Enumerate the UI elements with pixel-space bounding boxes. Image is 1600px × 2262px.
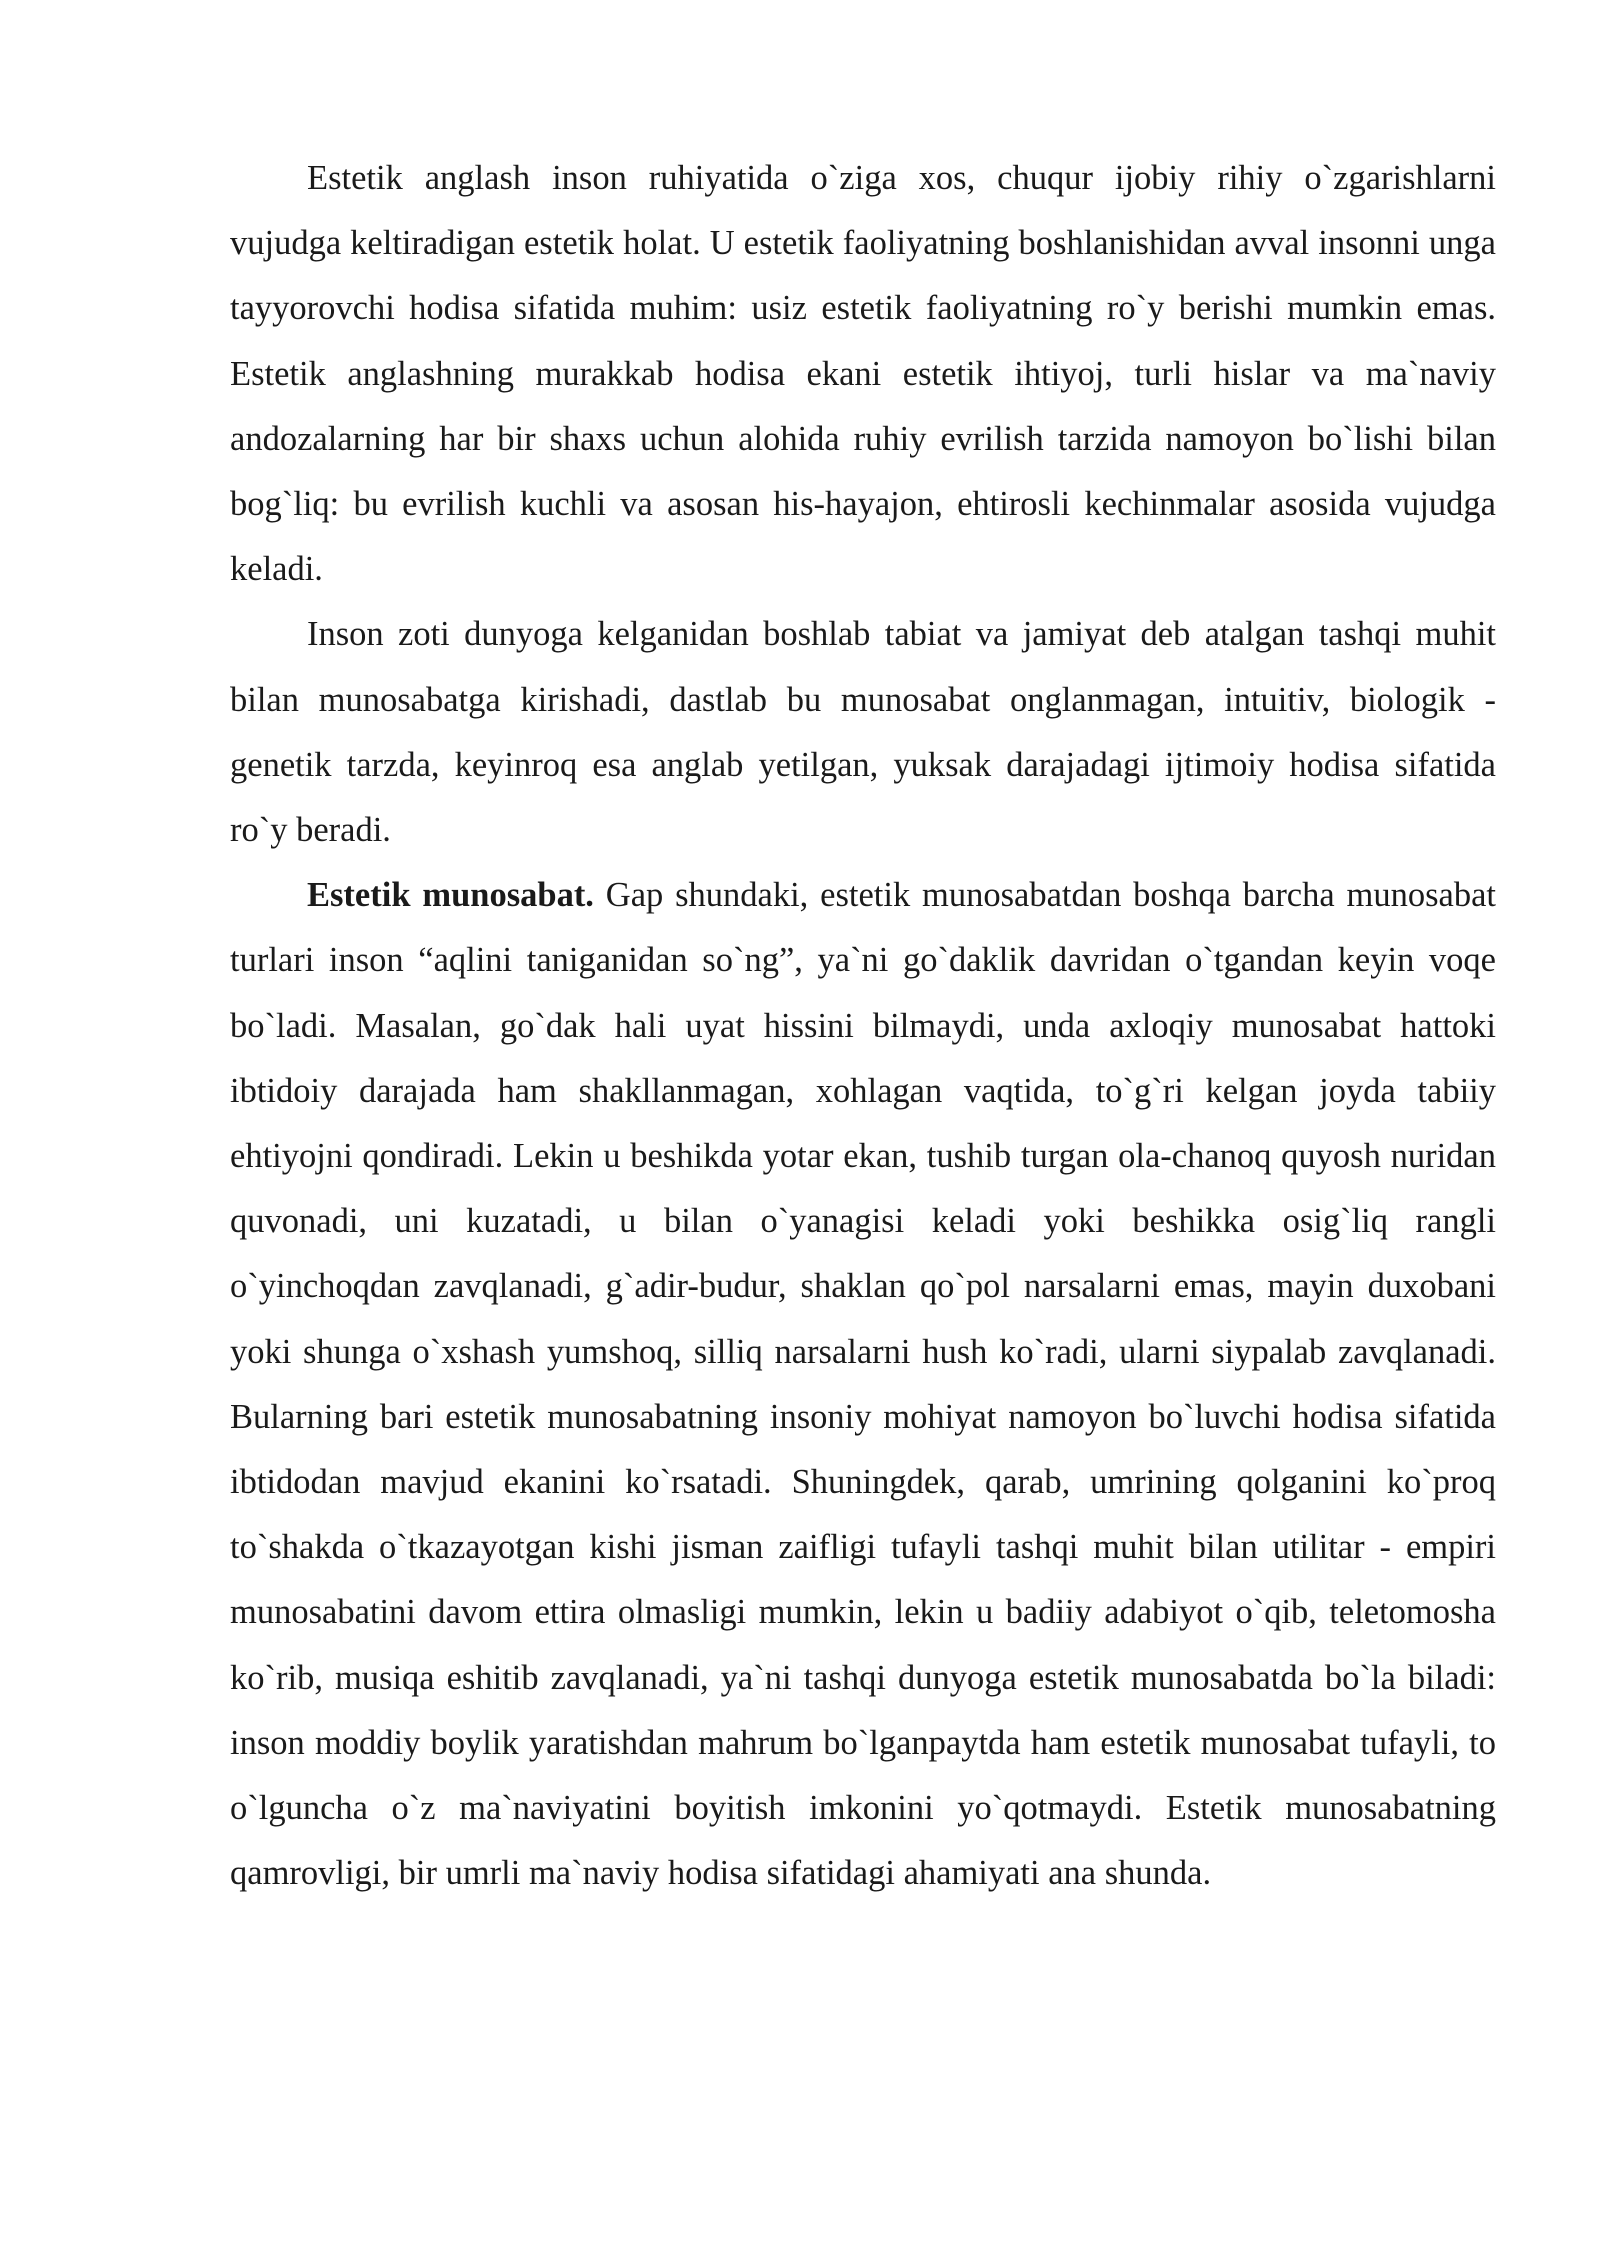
paragraph-text: Gap shundaki, estetik munosabatdan boshqa barcha munosabat turlari inson “aqlini taniganidan so`ng”, ya`ni go`daklik davridan o`tgandan keyin voqe bo`ladi. Masalan, go`dak hali uyat hissini bilmaydi, unda axloqiy munosabat hattoki ibtidoiy darajada ham shakllanmagan, xohlagan vaqtida, to`g`ri kelgan joyda tabiiy ehtiyojni qondiradi. Lekin u beshikda yotar ekan, tushib turgan ola-chanoq quyosh nuridan quvonadi, uni kuzatadi, u bilan o`yanagisi keladi yoki beshikka osig`liq rangli o`yinchoqdan zavqlanadi, g`adir-budur, shaklan qo`pol narsalarni emas, mayin duxobani yoki shunga o`xshash yumshoq, silliq narsalarni hush ko`radi, ularni siypalab zavqlanadi. Bularning bari estetik munosabatning insoniy mohiyat namoyon bo`luvchi hodisa sifatida ibtidodan mavjud ekanini ko`rsatadi. Shuningdek, qarab, umrining qolganini ko`proq to`shakda o`tkazayotgan kishi jisman zaifligi tufayli tashqi muhit bilan utilitar - empiri munosabatini davom ettira olmasligi mumkin, lekin u badiiy adabiyot o`qib, teletomosha ko`rib, musiqa eshitib zavqlanadi, ya`ni tashqi dunyoga estetik munosabatda bo`la biladi: inson moddiy boylik yaratishdan mahrum bo`lganpaytda ham estetik munosabat tufayli, to o`lguncha o`z ma`naviyatini boyitish imkonini yo`qotmaydi. Estetik munosabatning qamrovligi, bir umrli ma`naviy hodisa sifatidagi ahamiyati ana shunda. (230, 876, 1496, 1893)
paragraph-text: Estetik anglash inson ruhiyatida o`ziga xos, chuqur ijobiy rihiy o`zgarishlarni vujudga keltiradigan estetik holat. U estetik faoliyatning boshlanishidan avval insonni unga tayyorovchi hodisa sifatida muhim: usiz estetik faoliyatning ro`y berishi mumkin emas. Estetik anglashning murakkab hodisa ekani estetik ihtiyoj, turli hislar va ma`naviy andozalarning har bir shaxs uchun alohida ruhiy evrilish tarzida namoyon bo`lishi bilan bog`liq: bu evrilish kuchli va asosan his-hayajon, ehtirosli kechinmalar asosida vujudga keladi. (230, 159, 1496, 589)
paragraph-human-relation (230, 602, 1496, 863)
paragraph-heading: Estetik munosabat. (307, 876, 594, 915)
paragraph-text: Inson zoti dunyoga kelganidan boshlab tabiat va jamiyat deb atalgan tashqi muhit bilan munosabatga kirishadi, dastlab bu munosabat onglanmagan, intuitiv, biologik -genetik tarzda, keyinroq esa anglab yetilgan, yuksak darajadagi ijtimoiy hodisa sifatida ro`y beradi. (230, 615, 1496, 850)
paragraph-aesthetic-perception (230, 146, 1496, 602)
paragraph-aesthetic-relation (230, 863, 1496, 1906)
document-page (230, 146, 1496, 1906)
